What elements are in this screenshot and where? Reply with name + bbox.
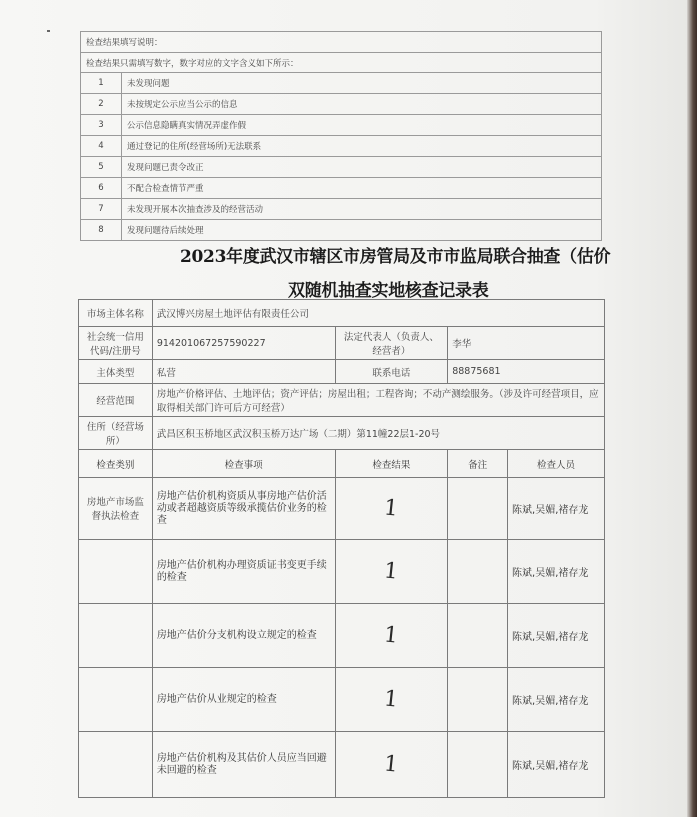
check-result: 1 <box>383 558 400 585</box>
check-inspectors: 陈斌,吴媚,褚存龙 <box>508 478 605 540</box>
check-row <box>79 540 605 604</box>
result-legend-table <box>80 31 602 241</box>
col-item-header: 检查事项 <box>152 450 335 478</box>
check-note <box>448 540 508 604</box>
check-row <box>79 604 605 668</box>
col-inspector-header: 检查人员 <box>508 450 605 478</box>
subject-label: 市场主体名称 <box>79 300 153 327</box>
legend-row: 1 未发现问题 <box>81 73 602 94</box>
check-category <box>79 604 153 668</box>
address-value: 武昌区积玉桥地区武汉积玉桥万达广场（二期）第11幢22层1-20号 <box>152 417 604 450</box>
check-note <box>448 668 508 732</box>
page-edge-shadow <box>687 0 697 817</box>
title-line-2: 双随机抽查实地核查记录表 <box>288 281 489 301</box>
legend-row: 3 公示信息隐瞒真实情况弄虚作假 <box>81 115 602 136</box>
check-item: 房地产估价从业规定的检查 <box>152 668 335 732</box>
credit-code-label: 社会统一信用代码/注册号 <box>79 327 153 360</box>
check-item: 房地产估价机构资质从事房地产估价活动或者超越资质等级承揽估价业务的检查 <box>152 478 335 540</box>
legend-row: 6 不配合检查情节严重 <box>81 178 602 199</box>
check-row <box>79 478 605 540</box>
col-result-header: 检查结果 <box>335 450 448 478</box>
check-inspectors: 陈斌,吴媚,褚存龙 <box>508 732 605 798</box>
phone-label: 联系电话 <box>335 360 448 384</box>
subject-value: 武汉博兴房屋土地评估有限责任公司 <box>152 300 604 327</box>
business-scope-value: 房地产价格评估、土地评估；资产评估；房屋出租；工程咨询；不动产测绘服务。（涉及许可经营项目，应取得相关部门许可后方可经营） <box>152 384 604 417</box>
address-label: 住所（经营场所） <box>79 417 153 450</box>
check-result: 1 <box>383 622 400 649</box>
legend-row: 2 未按规定公示应当公示的信息 <box>81 94 602 115</box>
inspection-record-table <box>78 299 605 798</box>
legend-row: 8 发现问题待后续处理 <box>81 220 602 241</box>
check-inspectors: 陈斌,吴媚,褚存龙 <box>508 668 605 732</box>
legend-row: 7 未发现开展本次抽查涉及的经营活动 <box>81 199 602 220</box>
check-item: 房地产估价分支机构设立规定的检查 <box>152 604 335 668</box>
legend-row: 5 发现问题已责令改正 <box>81 157 602 178</box>
check-result: 1 <box>383 686 400 713</box>
entity-type-value: 私营 <box>152 360 335 384</box>
credit-code-value: 914201067257590227 <box>152 327 335 360</box>
check-category <box>79 540 153 604</box>
legal-rep-label: 法定代表人（负责人、经营者） <box>335 327 448 360</box>
scan-speck <box>47 30 50 32</box>
col-note-header: 备注 <box>448 450 508 478</box>
check-item: 房地产估价机构及其估价人员应当回避未回避的检查 <box>152 732 335 798</box>
check-result: 1 <box>383 751 400 778</box>
document-title <box>180 240 620 308</box>
business-scope-label: 经营范围 <box>79 384 153 417</box>
check-item: 房地产估价机构办理资质证书变更手续的检查 <box>152 540 335 604</box>
title-line-1: 2023年度武汉市辖区市房管局及市市监局联合抽查（估价 <box>180 247 611 267</box>
col-category-header: 检查类别 <box>79 450 153 478</box>
check-result: 1 <box>383 495 400 522</box>
check-note <box>448 478 508 540</box>
legal-rep-value: 李华 <box>448 327 605 360</box>
legend-subheader: 检查结果只需填写数字，数字对应的文字含义如下所示： <box>81 53 602 73</box>
entity-type-label: 主体类型 <box>79 360 153 384</box>
check-row <box>79 668 605 732</box>
legend-row: 4 通过登记的住所(经营场所)无法联系 <box>81 136 602 157</box>
check-note <box>448 604 508 668</box>
check-inspectors: 陈斌,吴媚,褚存龙 <box>508 604 605 668</box>
check-category: 房地产市场监督执法检查 <box>79 478 153 540</box>
legend-header: 检查结果填写说明： <box>81 32 602 53</box>
check-row <box>79 732 605 798</box>
phone-value: 88875681 <box>448 360 605 384</box>
check-inspectors: 陈斌,吴媚,褚存龙 <box>508 540 605 604</box>
check-category <box>79 668 153 732</box>
check-note <box>448 732 508 798</box>
check-category <box>79 732 153 798</box>
